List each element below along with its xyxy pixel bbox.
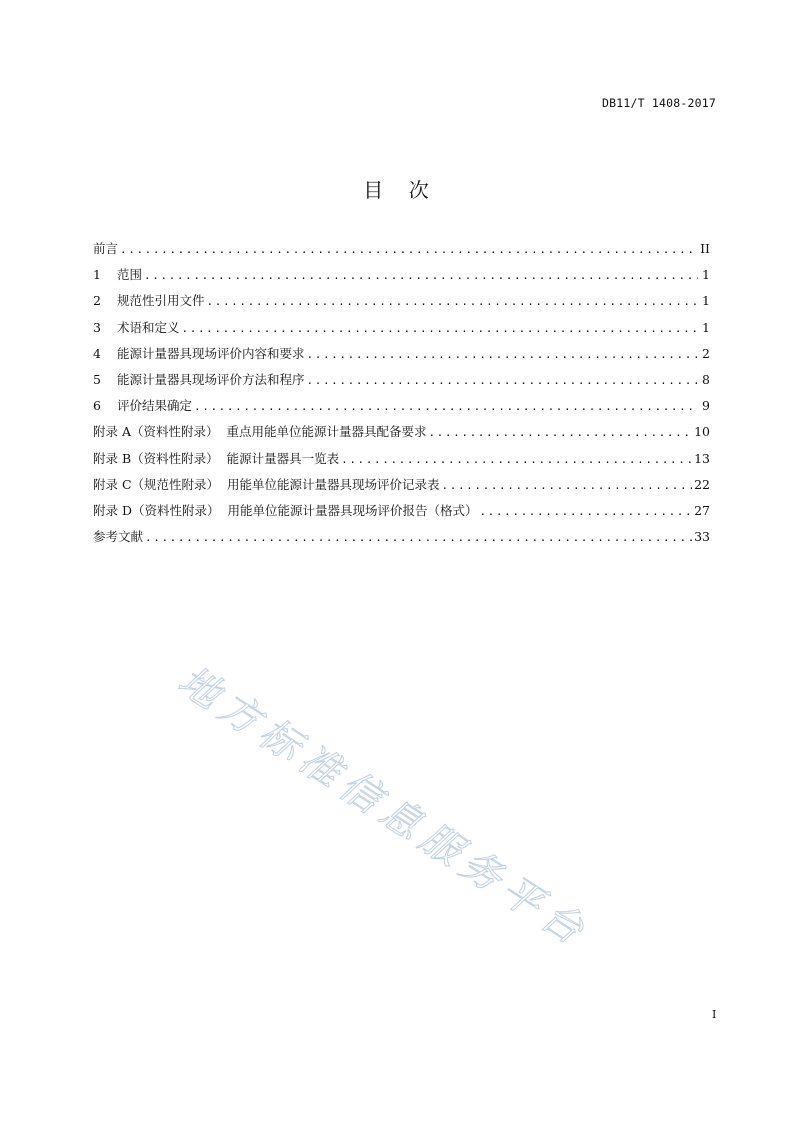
toc-leader-dots bbox=[307, 342, 698, 368]
toc-item-bibliography[interactable] bbox=[93, 524, 710, 550]
toc-item-page: 10 bbox=[694, 424, 710, 440]
toc-item-label: 能源计量器具现场评价方法和程序 bbox=[117, 371, 305, 387]
toc-item-number: 1 bbox=[93, 267, 101, 283]
toc-item-page: 1 bbox=[702, 293, 710, 309]
toc-title: 目 次 bbox=[363, 178, 429, 202]
toc-item-page: 13 bbox=[694, 450, 710, 466]
toc-item-appendix-b[interactable] bbox=[93, 446, 710, 472]
toc-item-page: 1 bbox=[702, 319, 710, 335]
toc-item-label: 附录 A（资料性附录） 重点用能单位能源计量器具配备要求 bbox=[93, 424, 427, 440]
toc-leader-dots bbox=[120, 237, 698, 263]
toc-item-normative-references[interactable] bbox=[93, 288, 710, 314]
toc-leader-dots bbox=[428, 420, 692, 446]
toc-item-label: 参考文献 bbox=[93, 529, 144, 545]
toc-item-foreword[interactable] bbox=[93, 236, 710, 262]
toc-item-page: II bbox=[700, 241, 710, 256]
toc-item-evaluation-method[interactable] bbox=[93, 367, 710, 393]
toc-item-page: 9 bbox=[702, 398, 710, 414]
toc-item-label: 附录 B（资料性附录） 能源计量器具一览表 bbox=[93, 450, 340, 466]
toc-item-appendix-a[interactable] bbox=[93, 419, 710, 445]
toc-item-number: 4 bbox=[93, 345, 101, 361]
toc-item-page: 22 bbox=[694, 476, 710, 492]
toc-item-terms[interactable] bbox=[93, 315, 710, 341]
toc-item-number: 6 bbox=[93, 398, 101, 414]
toc-item-label: 前言 bbox=[93, 241, 119, 256]
toc-item-number: 5 bbox=[93, 371, 101, 387]
toc-item-page: 2 bbox=[702, 345, 710, 361]
toc-item-scope[interactable] bbox=[93, 262, 710, 288]
toc-item-appendix-c[interactable] bbox=[93, 472, 710, 498]
toc-item-evaluation-content[interactable] bbox=[93, 341, 710, 367]
toc-item-evaluation-result[interactable] bbox=[93, 393, 710, 419]
toc-item-label: 能源计量器具现场评价内容和要求 bbox=[117, 345, 305, 361]
toc-item-number: 2 bbox=[93, 293, 101, 309]
toc-leader-dots bbox=[207, 289, 698, 315]
toc-leader-dots bbox=[307, 368, 698, 394]
toc-item-label: 规范性引用文件 bbox=[117, 293, 205, 309]
toc-item-page: 1 bbox=[702, 267, 710, 283]
toc-item-number: 3 bbox=[93, 319, 101, 335]
toc-item-page: 8 bbox=[702, 371, 710, 387]
toc-item-page: 27 bbox=[694, 502, 710, 518]
toc-leader-dots bbox=[442, 473, 693, 499]
toc-leader-dots bbox=[194, 394, 698, 420]
toc-item-appendix-d[interactable] bbox=[93, 498, 710, 524]
toc-leader-dots bbox=[145, 525, 692, 551]
table-of-contents bbox=[93, 236, 710, 550]
document-code: DB11/T 1408-2017 bbox=[602, 96, 716, 110]
toc-item-label: 附录 D（资料性附录） 用能单位能源计量器具现场评价报告（格式） bbox=[93, 502, 478, 518]
toc-item-label: 评价结果确定 bbox=[117, 398, 193, 414]
toc-leader-dots bbox=[341, 447, 692, 473]
page-number: I bbox=[712, 1008, 717, 1021]
watermark: 地方标准信息服务平台 bbox=[170, 657, 598, 958]
toc-item-label: 附录 C（规范性附录） 用能单位能源计量器具现场评价记录表 bbox=[93, 476, 440, 492]
toc-item-label: 术语和定义 bbox=[117, 319, 180, 335]
toc-leader-dots bbox=[182, 316, 698, 342]
toc-item-page: 33 bbox=[694, 529, 710, 545]
toc-leader-dots bbox=[144, 263, 698, 289]
toc-item-label: 范围 bbox=[117, 267, 143, 283]
toc-leader-dots bbox=[479, 499, 692, 525]
